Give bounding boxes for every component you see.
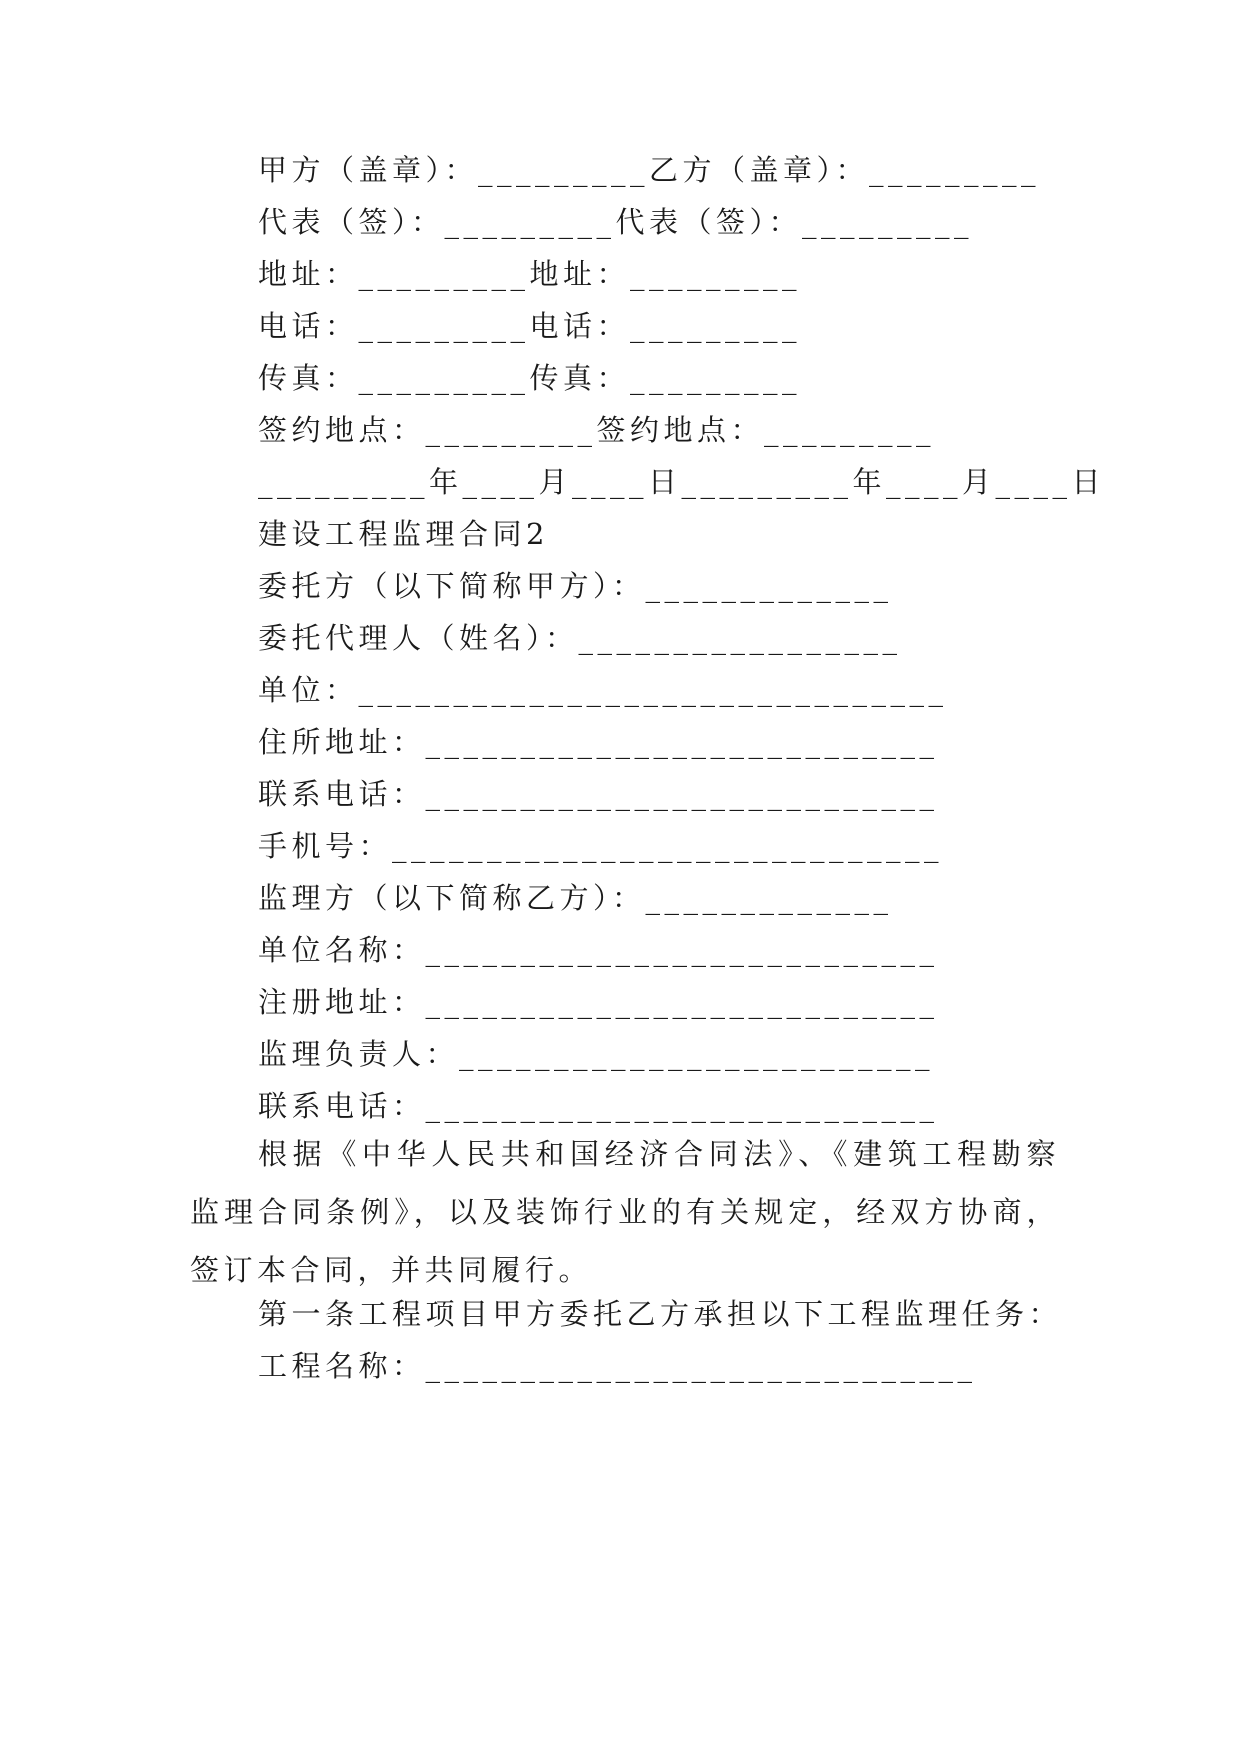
registered-address-line: 注册地址：___________________________ xyxy=(258,985,939,1019)
mobile-line: 手机号：_____________________________ xyxy=(258,829,944,863)
article-1-heading: 第一条工程项目甲方委托乙方承担以下工程监理任务： xyxy=(258,1297,1063,1331)
preamble-paragraph: 根据《中华人民共和国经济合同法》、《建筑工程勘察监理合同条例》，以及装饰行业的有关规定，经双方协商，签订本合同，并共同履行。 xyxy=(190,1137,1060,1287)
project-name-line: 工程名称：_____________________________ xyxy=(258,1349,977,1383)
representative-line: 代表（签）：_________代表（签）：_________ xyxy=(258,205,974,239)
residence-line: 住所地址：___________________________ xyxy=(258,725,939,759)
unit-line: 单位：_______________________________ xyxy=(258,673,948,707)
party-a-seal-line: 甲方（盖章）：_________乙方（盖章）：_________ xyxy=(258,153,1041,187)
person-in-charge-line: 监理负责人：_________________________ xyxy=(258,1037,935,1071)
signing-place-line: 签约地点：_________签约地点：_________ xyxy=(258,413,936,447)
phone-line: 电话：_________电话：_________ xyxy=(258,309,802,343)
client-line: 委托方（以下简称甲方）：_____________ xyxy=(258,569,893,603)
address-line: 地址：_________地址：_________ xyxy=(258,257,802,291)
party-b-contact-phone-line: 联系电话：___________________________ xyxy=(258,1089,939,1123)
fax-line: 传真：_________传真：_________ xyxy=(258,361,802,395)
agent-line: 委托代理人（姓名）：_________________ xyxy=(258,621,902,655)
party-a-contact-phone-line: 联系电话：___________________________ xyxy=(258,777,939,811)
contract-title: 建设工程监理合同2 xyxy=(258,517,549,551)
unit-name-line: 单位名称：___________________________ xyxy=(258,933,939,967)
date-line: _________年____月____日_________年____月____日 xyxy=(258,465,1106,499)
supervisor-line: 监理方（以下简称乙方）：_____________ xyxy=(258,881,893,915)
